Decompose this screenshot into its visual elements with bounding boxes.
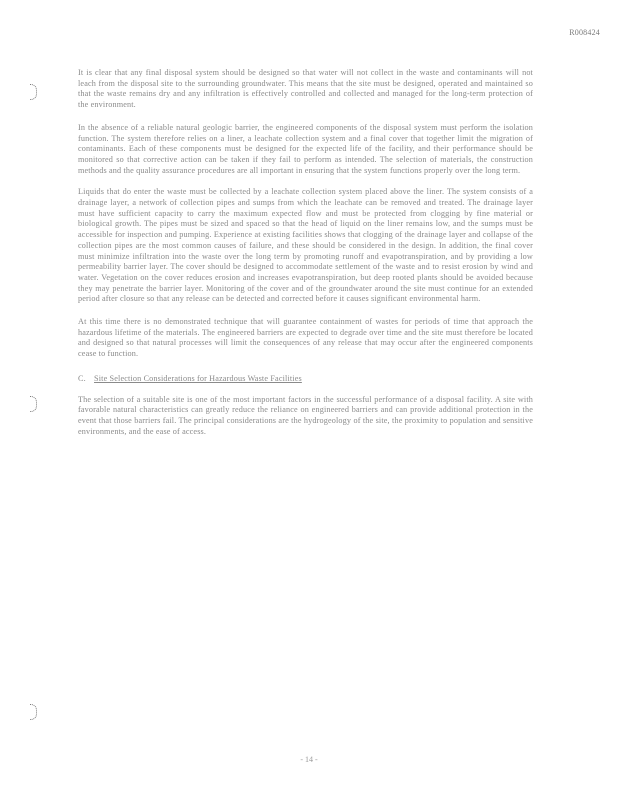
paragraph: Liquids that do enter the waste must be collected by a leachate collection system placed above the liner. The system consists of a drainage layer, a network of collection pipes and sumps from which the leachate can be removed and treated. The drainage layer must have sufficient capacity to carry the maximum expected flow and must be protected from clogging by fine material or biological growth. The pipes must be sized and spaced so that the head of liquid on the liner remains low, and the sumps must be accessible for inspection and pumping. Experience at existing facilities shows that clogging of the drainage layer and collapse of the collection pipes are the most common causes of failure, and these should be considered in the design. In addition, the final cover must minimize infiltration into the waste over the long term by promoting runoff and evapotranspiration, and by providing a low permeability barrier layer. The cover should be designed to accommodate settlement of the waste and to resist erosion by wind and water. Vegetation on the cover reduces erosion and increases evapotranspiration, but deep rooted plants should be avoided because they may penetrate the barrier layer. Monitoring of the cover and of the groundwater around the site must continue for an extended period after closure so that any release can be detected and corrected before it causes significant environmental harm. bbox=[78, 187, 533, 304]
bates-number: R008424 bbox=[569, 28, 600, 37]
margin-bracket-icon bbox=[30, 84, 37, 100]
document-body bbox=[78, 68, 533, 449]
margin-bracket-icon bbox=[30, 396, 37, 412]
paragraph: At this time there is no demonstrated technique that will guarantee containment of wastes for periods of time that approach the hazardous lifetime of the materials. The engineered barriers are expected to degrade over time and the site must therefore be located and designed so that natural processes will limit the consequences of any release that may occur after the engineered components cease to function. bbox=[78, 317, 533, 359]
paragraph: The selection of a suitable site is one of the most important factors in the successful performance of a disposal facility. A site with favorable natural characteristics can greatly reduce the reliance on engineered barriers and can provide additional protection in the event that those barriers fail. The principal considerations are the hydrogeology of the site, the proximity to population and sensitive environments, and the ease of access. bbox=[78, 394, 533, 436]
section-heading bbox=[78, 374, 533, 385]
paragraph: In the absence of a reliable natural geologic barrier, the engineered components of the disposal system must perform the isolation function. The system therefore relies on a liner, a leachate collection system and a final cover that together limit the migration of contaminants. Each of these components must be designed for the expected life of the facility, and their performance should be monitored so that corrective action can be taken if they fail to perform as intended. The selection of materials, the construction methods and the quality assurance procedures are all important in ensuring that the system functions properly over the long term. bbox=[78, 122, 533, 175]
paragraph: It is clear that any final disposal system should be designed so that water will not collect in the waste and contaminants will not leach from the disposal site to the surrounding groundwater. This means that the site must be designed, operated and maintained so that the waste remains dry and any infiltration is effectively controlled and collected and managed for the long-term protection of the environment. bbox=[78, 68, 533, 110]
margin-bracket-icon bbox=[30, 704, 37, 720]
section-heading-label: C. bbox=[78, 373, 86, 383]
page-number: - 14 - bbox=[300, 755, 318, 764]
section-heading-title: Site Selection Considerations for Hazardous Waste Facilities bbox=[94, 373, 302, 383]
